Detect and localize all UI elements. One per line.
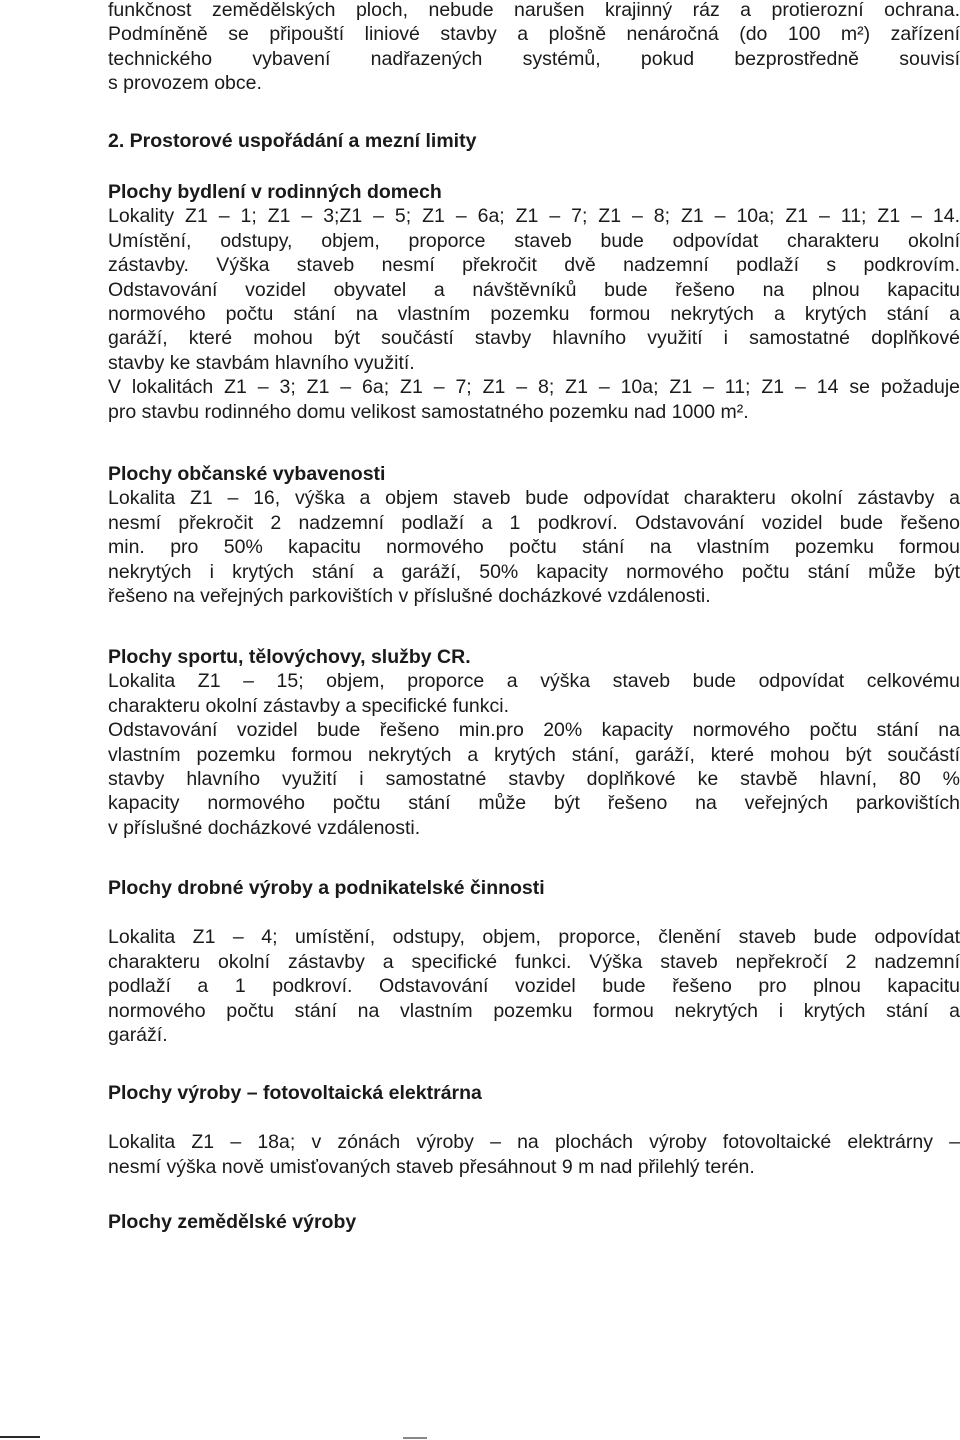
section-paragraph xyxy=(108,669,960,840)
section-drobne xyxy=(108,876,960,1047)
section-zemedelske xyxy=(108,1210,960,1234)
text-line: podlaží a 1 podkroví. Odstavování vozidel bude řešeno pro plnou kapacitu xyxy=(108,975,960,998)
text-line: charakteru okolní zástavby a specifické funkci. Výška staveb nepřekročí 2 nadzemní xyxy=(108,950,960,973)
text-line: Lokalita Z1 – 15; objem, proporce a výška staveb bude odpovídat celkovému xyxy=(108,670,960,693)
section-heading: Plochy zemědělské výroby xyxy=(108,1211,357,1233)
text-line: funkčnost zemědělských ploch, nebude narušen krajinný ráz a protierozní ochrana. xyxy=(108,0,960,21)
section-bydleni xyxy=(108,180,960,424)
text-line: stavby ke stavbám hlavního využití. xyxy=(108,351,415,374)
text-line: stavby hlavního využití i samostatné stavby doplňkové ke stavbě hlavní, 80 % xyxy=(108,768,960,791)
text-line: min. pro 50% kapacitu normového počtu stání na vlastním pozemku formou xyxy=(108,536,960,559)
intro-paragraph xyxy=(108,0,960,96)
text-line: normového počtu stání na vlastním pozemku formou nekrytých a krytých stání a xyxy=(108,303,960,326)
text-line: Odstavování vozidel obyvatel a návštěvníků bude řešeno na plnou kapacitu xyxy=(108,278,960,301)
section-heading: Plochy sportu, tělovýchovy, služby CR. xyxy=(108,646,471,668)
text-line: Umístění, odstupy, objem, proporce staveb bude odpovídat charakteru okolní xyxy=(108,229,960,252)
section-paragraph xyxy=(108,925,960,1047)
section-sport xyxy=(108,645,960,840)
text-line: charakteru okolní zástavby a specifické funkci. xyxy=(108,694,510,717)
scan-artifact xyxy=(0,1436,40,1438)
text-line: Lokality Z1 – 1; Z1 – 3;Z1 – 5; Z1 – 6a; Z1 – 7; Z1 – 8; Z1 – 10a; Z1 – 11; Z1 – 14. xyxy=(108,205,960,228)
section-heading: Plochy bydlení v rodinných domech xyxy=(108,181,442,203)
text-line: normového počtu stání na vlastním pozemku formou nekrytých i krytých stání a xyxy=(108,999,960,1022)
text-line: V lokalitách Z1 – 3; Z1 – 6a; Z1 – 7; Z1 – 8; Z1 – 10a; Z1 – 11; Z1 – 14 se požaduje xyxy=(108,376,960,399)
text-line: vlastním pozemku formou nekrytých a krytých stání, garáží, které mohou být součástí xyxy=(108,743,960,766)
section-obcanske xyxy=(108,462,960,608)
text-line: v příslušné docházkové vzdálenosti. xyxy=(108,816,421,839)
text-line: Odstavování vozidel bude řešeno min.pro 20% kapacity normového počtu stání na xyxy=(108,719,960,742)
section-title-text: 2. Prostorové uspořádání a mezní limity xyxy=(108,130,477,152)
text-line: kapacity normového počtu stání může být řešeno na veřejných parkovištích xyxy=(108,792,960,815)
text-line: Lokalita Z1 – 18a; v zónách výroby – na plochách výroby fotovoltaické elektrárny – xyxy=(108,1131,960,1154)
section-heading: Plochy výroby – fotovoltaická elektrárna xyxy=(108,1082,482,1104)
section-fotovoltaika xyxy=(108,1081,960,1179)
text-line: s provozem obce. xyxy=(108,72,262,95)
text-line: technického vybavení nadřazených systémů, pokud bezprostředně souvisí xyxy=(108,47,960,70)
section-paragraph xyxy=(108,204,960,424)
section-title xyxy=(108,129,960,153)
text-line: Lokalita Z1 – 16, výška a objem staveb bude odpovídat charakteru okolní zástavby a xyxy=(108,487,960,510)
text-line: nesmí překročit 2 nadzemní podlaží a 1 podkroví. Odstavování vozidel bude řešeno xyxy=(108,511,960,534)
section-paragraph xyxy=(108,1130,960,1179)
text-line: Podmíněně se připouští liniové stavby a plošně nenáročná (do 100 m²) zařízení xyxy=(108,23,960,46)
text-line: garáží, které mohou být součástí stavby hlavního využití i samostatné doplňkové xyxy=(108,327,960,350)
text-line: nekrytých i krytých stání a garáží, 50% kapacity normového počtu stání může být xyxy=(108,560,960,583)
text-line: pro stavbu rodinného domu velikost samostatného pozemku nad 1000 m². xyxy=(108,400,749,423)
scan-artifact xyxy=(403,1437,427,1439)
text-line: řešeno na veřejných parkovištích v příslušné docházkové vzdálenosti. xyxy=(108,585,711,608)
text-line: zástavby. Výška staveb nesmí překročit dvě nadzemní podlaží s podkrovím. xyxy=(108,254,960,277)
text-line: Lokalita Z1 – 4; umístění, odstupy, objem, proporce, členění staveb bude odpovídat xyxy=(108,926,960,949)
text-line: nesmí výška nově umisťovaných staveb přesáhnout 9 m nad přilehlý terén. xyxy=(108,1155,755,1178)
section-heading: Plochy občanské vybavenosti xyxy=(108,463,386,485)
section-paragraph xyxy=(108,486,960,608)
section-heading: Plochy drobné výroby a podnikatelské činnosti xyxy=(108,877,545,899)
text-line: garáží. xyxy=(108,1024,168,1047)
